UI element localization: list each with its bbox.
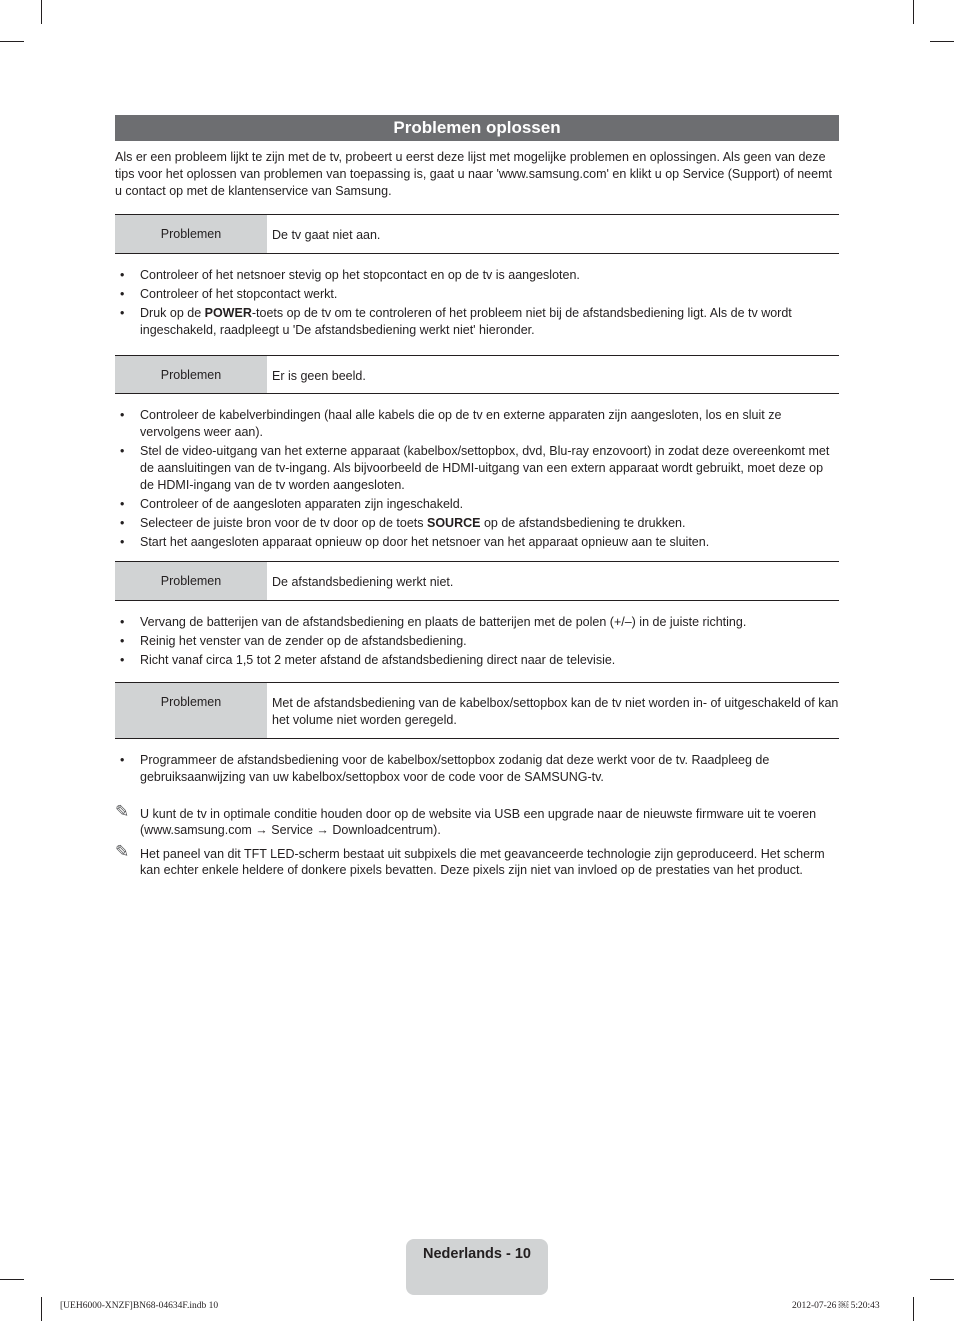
solution-text: Controleer de kabelverbindingen (haal alle kabels die op de tv en externe apparaten zijn aangesloten, los en sluit ze vervolgens weer aan). xyxy=(140,408,782,439)
crop-mark xyxy=(0,41,24,42)
problem-row xyxy=(115,355,839,394)
crop-mark xyxy=(913,1297,914,1321)
solution-item xyxy=(115,267,839,284)
solution-text: Programmeer de afstandsbediening voor de kabelbox/settopbox zodanig dat deze werkt voor de tv. Raadpleeg de gebruiksaanwijzing van uw kabelbox/settopbox voor de code voor de SAMSUNG-tv. xyxy=(140,753,770,784)
problem-label: Problemen xyxy=(115,683,267,738)
intro-text: Als er een probleem lijkt te zijn met de tv, probeert u eerst deze lijst met mogelijke problemen en oplossingen. Als geen van deze tips voor het oplossen van problemen van toepassing is, gaat u naar 'www.samsung.com' en klikt u op Service (Support) of neemt u contact op met de klantenservice van Samsung. xyxy=(115,150,832,198)
solution-list xyxy=(115,407,839,551)
crop-mark xyxy=(930,41,954,42)
solution-text: Vervang de batterijen van de afstandsbediening en plaats de batterijen met de polen (+/–) in de juiste richting. xyxy=(140,615,747,629)
solution-item xyxy=(115,515,839,532)
problem-row xyxy=(115,561,839,601)
problem-description: Er is geen beeld. xyxy=(272,369,366,383)
solution-item xyxy=(115,305,839,339)
problem-row xyxy=(115,682,839,739)
note-list xyxy=(115,802,839,878)
solution-item xyxy=(115,496,839,513)
page-title: Problemen oplossen xyxy=(115,115,839,141)
problem-label: Problemen xyxy=(115,562,267,600)
solution-text: Controleer of de aangesloten apparaten zijn ingeschakeld. xyxy=(140,497,464,511)
page-number-tab: Nederlands - 10 xyxy=(406,1239,548,1295)
solution-text: -toets op de tv om te controleren of het probleem niet bij de afstandsbediening ligt. Als de tv wordt ingeschakeld, raadpleegt u 'De afstandsbediening werkt niet' hieronder. xyxy=(140,306,792,337)
solution-item xyxy=(115,534,839,551)
crop-mark xyxy=(41,1297,42,1321)
solution-keyword: POWER xyxy=(204,306,252,320)
solution-text: Druk op de xyxy=(140,306,205,320)
page-content xyxy=(115,115,839,878)
solution-text: Richt vanaf circa 1,5 tot 2 meter afstand de afstandsbediening direct naar de televisie. xyxy=(140,653,616,667)
note-text: Het paneel van dit TFT LED-scherm bestaat uit subpixels die met geavanceerde technologie zijn geproduceerd. Het scherm kan echter enkele heldere of donkere pixels bevatten. Deze pixels zijn niet van invloed op de prestaties van het product. xyxy=(140,847,825,877)
pencil-note-icon: ✎ xyxy=(115,802,130,821)
solution-text: Controleer of het stopcontact werkt. xyxy=(140,287,338,301)
print-timestamp: 2012-07-26 ￼ 5:20:43 xyxy=(792,1301,880,1311)
solution-item xyxy=(115,286,839,303)
crop-mark xyxy=(41,0,42,24)
note-text: U kunt de tv in optimale conditie houden door op de website via USB een upgrade naar de nieuwste firmware uit te voeren (www.samsung.com → Service → Downloadcentrum). xyxy=(140,807,817,837)
solution-keyword: SOURCE xyxy=(426,516,481,530)
note-item xyxy=(115,842,839,878)
problem-list xyxy=(115,214,839,786)
problem-description: De tv gaat niet aan. xyxy=(272,228,381,242)
solution-list xyxy=(115,752,839,786)
solution-item xyxy=(115,614,839,631)
crop-mark xyxy=(0,1279,24,1280)
solution-item xyxy=(115,443,839,494)
solution-item xyxy=(115,407,839,441)
problem-row xyxy=(115,214,839,254)
problem-label: Problemen xyxy=(115,356,267,393)
solution-text: Selecteer de juiste bron voor de tv door op de toets xyxy=(140,516,427,530)
crop-mark xyxy=(930,1279,954,1280)
solution-text: Controleer of het netsnoer stevig op het stopcontact en op de tv is aangesloten. xyxy=(140,268,580,282)
solution-list xyxy=(115,614,839,669)
solution-text: Start het aangesloten apparaat opnieuw op door het netsnoer van het apparaat opnieuw aan te sluiten. xyxy=(140,535,710,549)
solution-list xyxy=(115,267,839,339)
solution-item xyxy=(115,752,839,786)
solution-text: Reinig het venster van de zender op de afstandsbediening. xyxy=(140,634,467,648)
problem-label: Problemen xyxy=(115,215,267,253)
print-file-info: [UEH6000-XNZF]BN68-04634F.indb 10 xyxy=(60,1301,219,1311)
solution-text: Stel de video-uitgang van het externe apparaat (kabelbox/settopbox, dvd, Blu-ray enzovoort) in zodat deze overeenkomt met de aansluitingen van de tv-ingang. Als bijvoorbeeld de HDMI-uitgang van een extern apparaat wordt gebruikt, moet deze op de HDMI-ingang van de tv worden aangesloten. xyxy=(140,444,830,492)
pencil-note-icon: ✎ xyxy=(115,842,130,861)
note-item xyxy=(115,802,839,838)
solution-item xyxy=(115,652,839,669)
problem-description: Met de afstandsbediening van de kabelbox/settopbox kan de tv niet worden in- of uitgeschakeld of kan het volume niet worden geregeld. xyxy=(272,696,839,727)
solution-item xyxy=(115,633,839,650)
crop-mark xyxy=(913,0,914,24)
problem-description: De afstandsbediening werkt niet. xyxy=(272,575,454,589)
solution-text: op de afstandsbediening te drukken. xyxy=(480,516,686,530)
